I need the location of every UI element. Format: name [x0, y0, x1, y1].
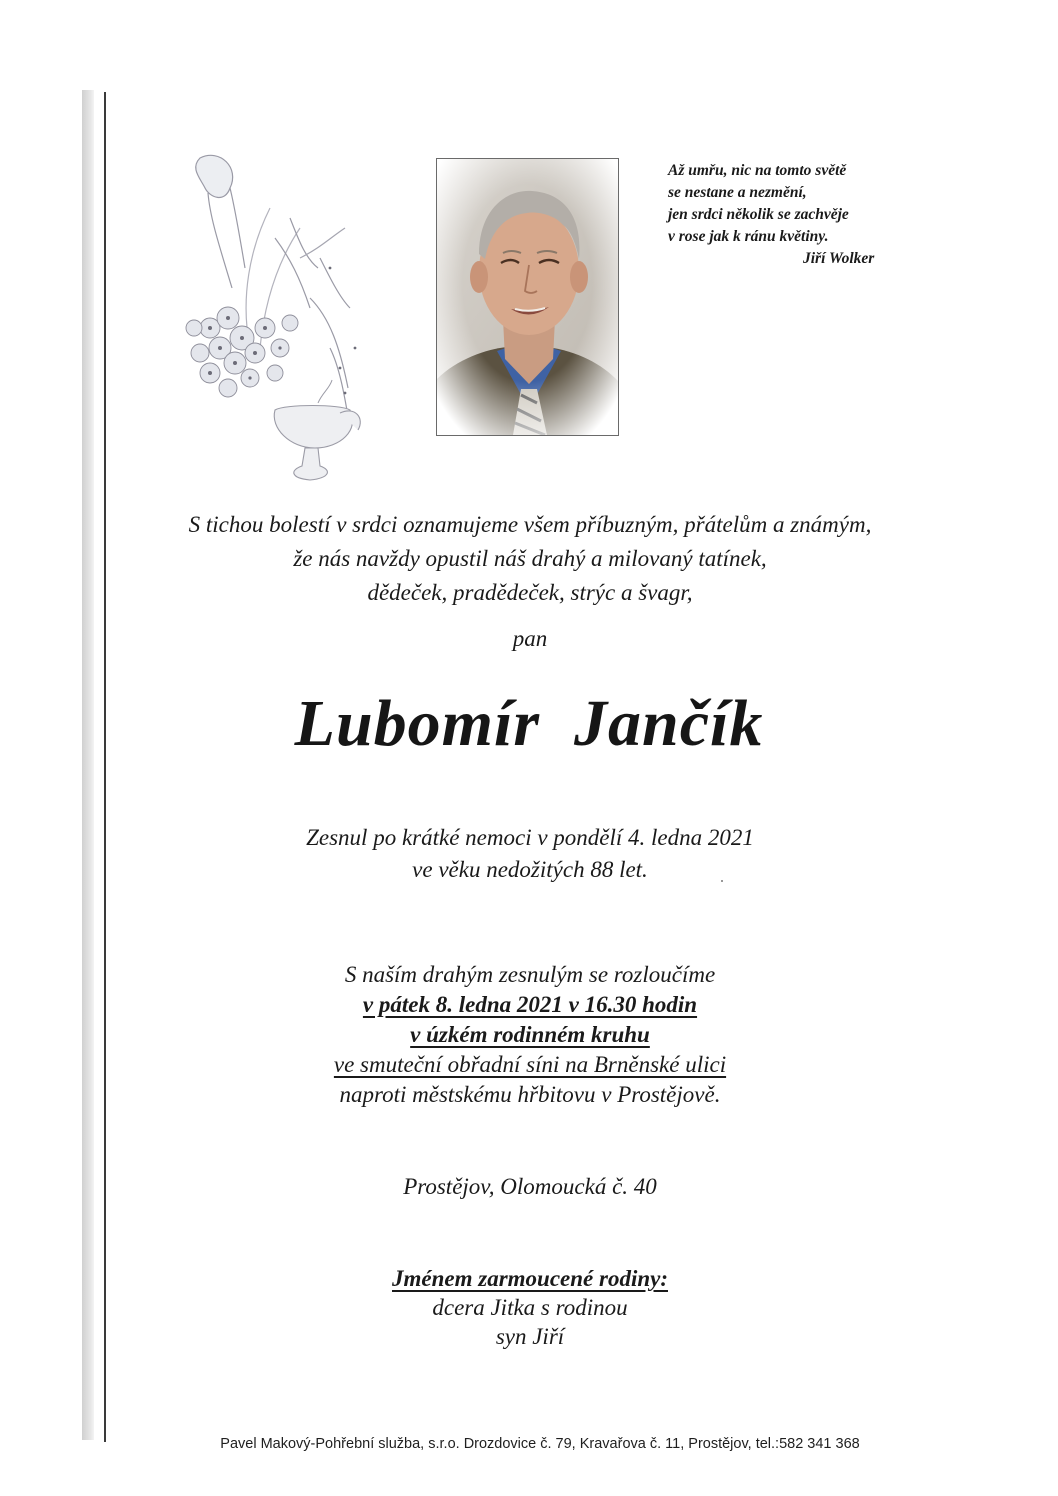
left-border-bar: [82, 90, 94, 1440]
farewell-datetime: v pátek 8. ledna 2021 v 16.30 hodin: [362, 992, 698, 1017]
death-info: [110, 822, 950, 886]
poem-line: Až umřu, nic na tomto světě: [668, 162, 847, 179]
family-member: syn Jiří: [495, 1324, 565, 1349]
family-address: Prostějov, Olomoucká č. 40: [403, 1174, 657, 1199]
farewell-circle: v úzkém rodinném kruhu: [410, 1022, 650, 1047]
flower-vase-illustration: [180, 148, 370, 500]
deceased-name: [0, 686, 1058, 762]
poem-author: Jiří Wolker: [803, 250, 875, 267]
first-name: Lubomír: [294, 687, 541, 760]
poem-line: se nestane a nezmění,: [668, 184, 807, 201]
poem: [668, 160, 988, 270]
intro-line: že nás navždy opustil náš drahý a milovaný tatínek,: [293, 546, 767, 571]
farewell-near: naproti městskému hřbitovu v Prostějově.: [339, 1082, 721, 1107]
farewell-intro: S naším drahým zesnulým se rozloučíme: [344, 962, 716, 987]
portrait-photo: [436, 158, 619, 436]
death-line: Zesnul po krátké nemoci v pondělí 4. ledna 2021: [306, 825, 754, 850]
family-member: dcera Jitka s rodinou: [432, 1295, 628, 1320]
family-signature: [110, 1264, 950, 1351]
intro-line: dědeček, pradědeček, strýc a švagr,: [367, 580, 693, 605]
left-border-line: [104, 92, 106, 1442]
announcement-intro: [110, 508, 950, 610]
funeral-service-footer: Pavel Makový-Pohřební služba, s.r.o. Drozdovice č. 79, Kravařova č. 11, Prostějov, tel.:582 341 368: [220, 1436, 860, 1452]
family-heading: Jménem zarmoucené rodiny:: [392, 1266, 668, 1291]
poem-line: jen srdci několik se zachvěje: [668, 206, 849, 223]
poem-line: v rose jak k ránu květiny.: [668, 228, 829, 245]
farewell-place: ve smuteční obřadní síni na Brněnské ulici: [333, 1052, 727, 1077]
salutation: pan: [512, 626, 548, 651]
death-line: ve věku nedožitých 88 let.: [412, 857, 648, 882]
speck: [721, 880, 723, 882]
intro-line: S tichou bolestí v srdci oznamujeme všem příbuzným, přátelům a známým,: [188, 512, 872, 537]
last-name: Jančík: [574, 687, 764, 760]
farewell-info: [110, 960, 950, 1110]
